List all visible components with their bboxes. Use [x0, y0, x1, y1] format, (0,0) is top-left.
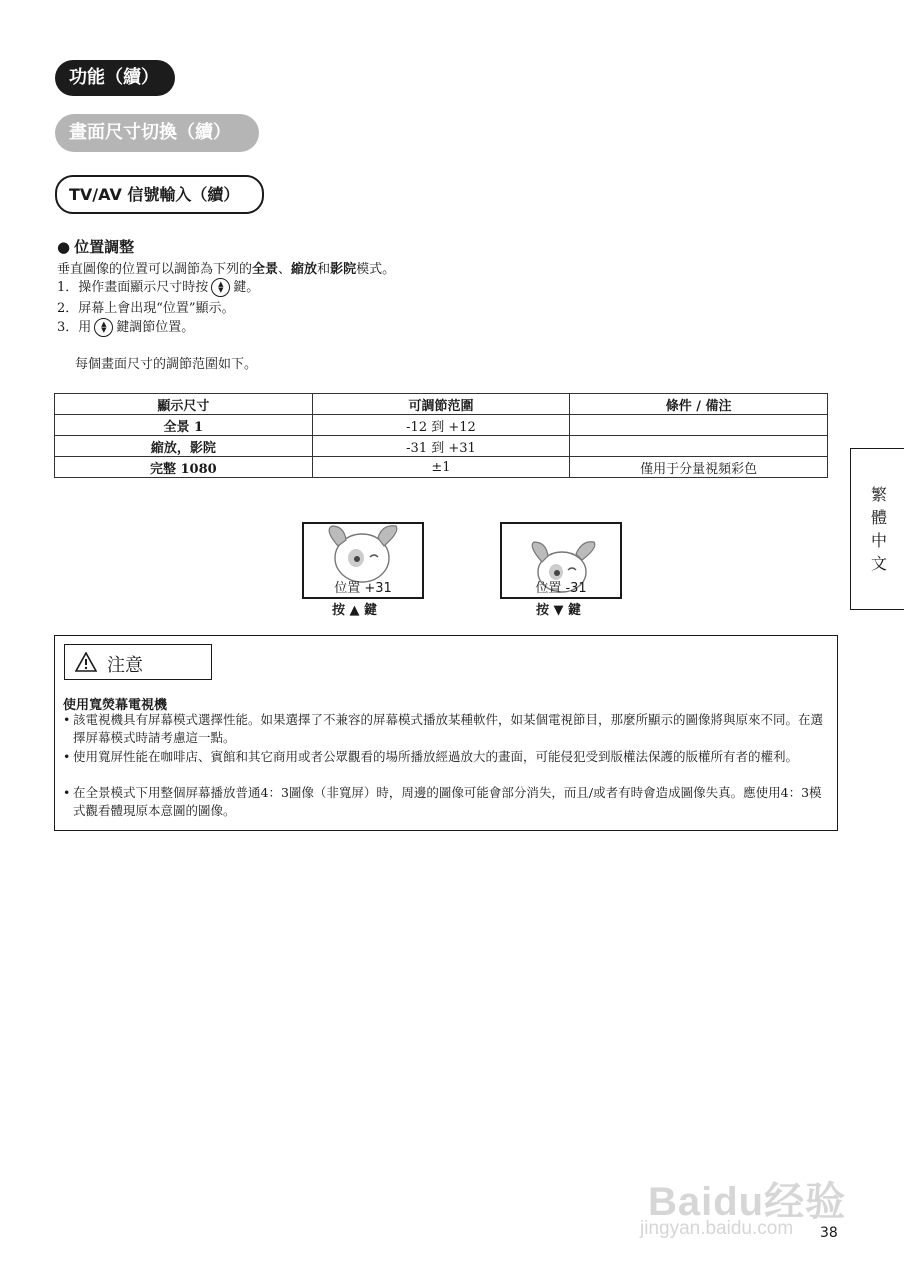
- bullet-icon: •: [63, 712, 71, 727]
- table-cell: ±1: [312, 457, 570, 478]
- caution-item-text: 使用寬屏性能在咖啡店、賓館和其它商用或者公眾觀看的場所播放經過放大的畫面，可能侵犯受到版權法保護的版權所有者的權利。: [73, 749, 799, 764]
- mode-zoom: 縮放: [291, 262, 318, 277]
- caution-box: [54, 635, 838, 831]
- table-cell: 縮放，影院: [55, 436, 313, 457]
- intro-prefix: 垂直圖像的位置可以調節為下列的: [57, 262, 253, 277]
- position-adjust-heading: [57, 236, 134, 257]
- intro-sep2: 和: [317, 262, 331, 277]
- caution-item-text: 在全景模式下用整個屏幕播放普通4：3圖像（非寬屏）時，周邊的圖像可能會部分消失，而且/或者有時會造成圖像失真。應使用4：3模式觀看體現原本意圖的圖像。: [73, 785, 822, 818]
- mode-full: 全景: [252, 262, 279, 277]
- col-display-size: 顯示尺寸: [55, 394, 313, 415]
- step-2: 2．屏幕上會出現“位置”顯示。: [57, 301, 235, 316]
- press-up-caption: 按 ▲ 鍵: [332, 603, 378, 618]
- table-cell: -12 到 +12: [312, 415, 570, 436]
- caution-item: [63, 748, 833, 766]
- intro-sep1: 、: [278, 262, 292, 277]
- screen-position-text: 位置 -31: [535, 581, 587, 596]
- position-adjust-title: 位置調整: [74, 238, 135, 256]
- col-notes: 條件 / 備注: [570, 394, 828, 415]
- function-heading: 功能（續）: [55, 60, 175, 96]
- press-down-caption: 按 ▼ 鍵: [536, 603, 582, 618]
- step3-prefix: 3．用: [57, 320, 92, 335]
- range-table: [54, 393, 828, 478]
- step1-suffix: 鍵。: [233, 280, 260, 295]
- table-row: [55, 457, 828, 478]
- mode-cinema: 影院: [330, 262, 357, 277]
- bullet-icon: ●: [57, 238, 71, 256]
- up-down-button-icon: ▲ ▼: [211, 278, 230, 297]
- bullet-icon: •: [63, 749, 71, 764]
- tv-av-input-heading: TV/AV 信號輸入（續）: [55, 175, 264, 214]
- watermark-url: jingyan.baidu.com: [640, 1218, 794, 1239]
- table-cell: 完整 1080: [55, 457, 313, 478]
- step3-suffix: 鍵調節位置。: [116, 320, 195, 335]
- table-cell: -31 到 +31: [312, 436, 570, 457]
- screen-illustration-up: [302, 522, 424, 599]
- step1-prefix: 1．操作畫面顯示尺寸時按: [57, 280, 209, 295]
- step-1: [57, 276, 259, 297]
- caution-subheading: 使用寬熒幕電視機: [63, 698, 168, 713]
- table-cell: 僅用于分量視頻彩色: [570, 457, 828, 478]
- table-cell: 全景 1: [55, 415, 313, 436]
- range-note: 每個畫面尺寸的調節范圍如下。: [75, 357, 258, 372]
- table-header-row: [55, 394, 828, 415]
- page-number: 38: [820, 1225, 838, 1241]
- caution-item: [63, 784, 833, 820]
- up-down-button-icon: ▲ ▼: [94, 318, 113, 337]
- table-cell: [570, 436, 828, 457]
- language-side-tab: [850, 448, 904, 610]
- caution-item: [63, 711, 833, 747]
- intro-line: [57, 258, 395, 277]
- warning-icon: [75, 652, 97, 672]
- caution-header: [64, 644, 212, 680]
- caution-item-text: 該電視機具有屏幕模式選擇性能。如果選擇了不兼容的屏幕模式播放某種軟件，如某個電視節目，那麼所顯示的圖像將與原來不同。在選擇屏幕模式時請考慮這一點。: [73, 712, 824, 745]
- screen-position-text: 位置 +31: [334, 581, 392, 596]
- screen-size-heading: 畫面尺寸切換（續）: [55, 114, 259, 152]
- language-label: 繁體中文: [870, 485, 887, 573]
- table-row: [55, 415, 828, 436]
- screen-illustration-down: [500, 522, 622, 599]
- intro-suffix: 模式。: [356, 262, 396, 277]
- bullet-icon: •: [63, 785, 71, 800]
- step-3: [57, 316, 194, 337]
- table-cell: [570, 415, 828, 436]
- table-row: [55, 436, 828, 457]
- col-adjust-range: 可調節范圍: [312, 394, 570, 415]
- caution-title: 注意: [107, 655, 143, 676]
- watermark-logo: Baidu经验: [648, 1180, 847, 1224]
